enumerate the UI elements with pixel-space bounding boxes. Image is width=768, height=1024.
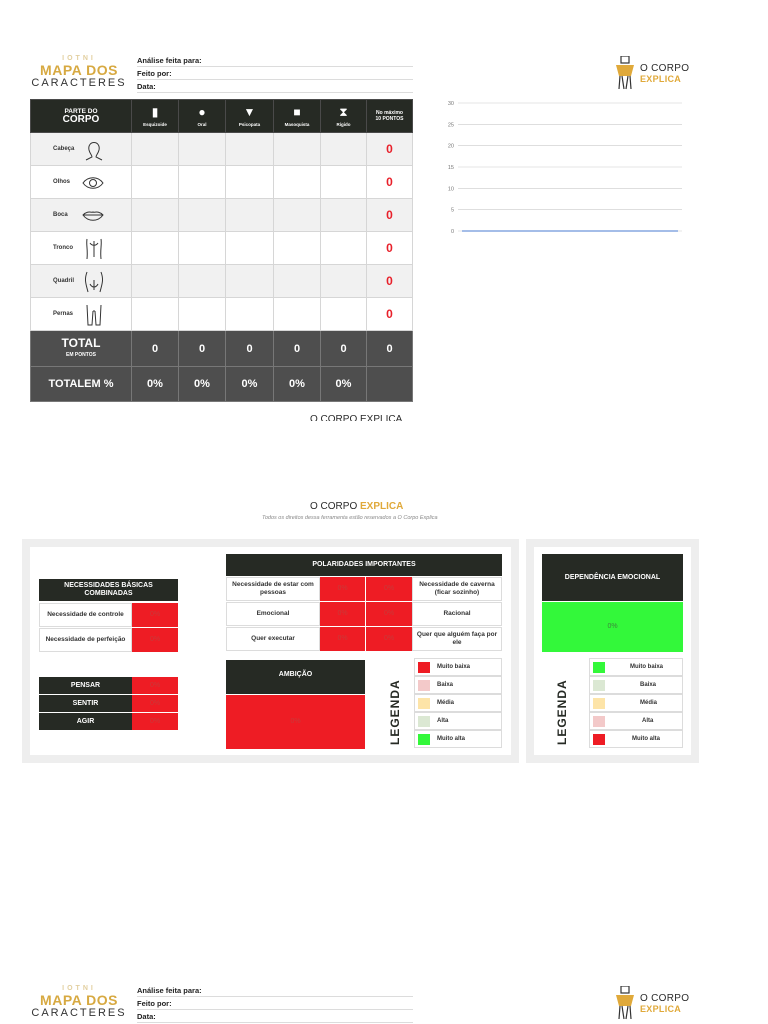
total-label: TOTAL bbox=[48, 378, 85, 390]
head-icon bbox=[83, 138, 105, 162]
polarity-left: Emocional bbox=[226, 602, 320, 626]
psa-value: 0% bbox=[132, 713, 178, 730]
score-cell[interactable] bbox=[226, 166, 274, 199]
total-pct-value: 0% bbox=[179, 367, 226, 402]
score-cell[interactable] bbox=[132, 133, 179, 166]
brand-logo bbox=[614, 984, 694, 1024]
y-tick-label: 15 bbox=[447, 165, 454, 171]
row-part-name: Olhos bbox=[53, 179, 71, 185]
total-point-value: 0 bbox=[321, 331, 367, 367]
part-header bbox=[31, 100, 132, 133]
score-cell[interactable] bbox=[321, 232, 367, 265]
psa-label: AGIR bbox=[39, 713, 132, 730]
col-header-oral bbox=[179, 100, 226, 133]
total-point-value: 0 bbox=[367, 331, 413, 367]
legend-item bbox=[589, 730, 683, 748]
esquizoide-symbol-icon: ▮ bbox=[151, 105, 159, 119]
total-pct-value: 0% bbox=[132, 367, 179, 402]
polarity-value: 0% bbox=[366, 627, 412, 651]
polarity-right: Quer que alguém faça por ele bbox=[412, 627, 502, 651]
field-date[interactable]: Data: bbox=[137, 80, 413, 93]
brand-line-2: EXPLICA bbox=[640, 1004, 682, 1014]
field-analysis-for[interactable]: Análise feita para: bbox=[137, 54, 413, 67]
need-value: 0% bbox=[132, 628, 178, 652]
polarity-value: 0% bbox=[366, 577, 412, 601]
max-header-bottom: 10 PONTOS bbox=[375, 116, 404, 122]
score-cell[interactable] bbox=[274, 265, 321, 298]
legend-item bbox=[589, 658, 683, 676]
row-total: 0 bbox=[367, 298, 413, 331]
page-logo bbox=[310, 502, 403, 512]
need-label: Necessidade de perfeição bbox=[39, 628, 132, 652]
brand-figure-icon bbox=[614, 986, 636, 1020]
legend-label: Alta bbox=[437, 718, 449, 724]
eye-icon bbox=[81, 172, 105, 194]
polarity-value: 0% bbox=[320, 627, 366, 651]
score-cell[interactable] bbox=[321, 199, 367, 232]
part-header-top: PARTE DO bbox=[64, 108, 98, 115]
total-points-label bbox=[31, 331, 132, 367]
score-cell[interactable] bbox=[274, 199, 321, 232]
mapa-logo bbox=[30, 984, 128, 1024]
score-cell[interactable] bbox=[321, 298, 367, 331]
psa-value: 0% bbox=[132, 677, 178, 694]
rights-notice: Todos os direitos dessa ferramenta estão reservados a O Corpo Explica bbox=[262, 515, 438, 521]
y-tick-label: 30 bbox=[447, 101, 454, 107]
legend-item bbox=[414, 730, 502, 748]
score-cell[interactable] bbox=[226, 133, 274, 166]
col-header-esquizoide bbox=[132, 100, 179, 133]
field-analysis-for[interactable]: Análise feita para: bbox=[137, 984, 413, 997]
torso-icon bbox=[83, 237, 105, 261]
table-row bbox=[31, 133, 413, 166]
header-top bbox=[30, 54, 690, 94]
total-point-value: 0 bbox=[132, 331, 179, 367]
score-cell[interactable] bbox=[179, 265, 226, 298]
legend-item bbox=[589, 712, 683, 730]
psa-label: SENTIR bbox=[39, 695, 132, 712]
legend-swatch bbox=[593, 662, 605, 673]
table-row bbox=[31, 199, 413, 232]
polarity-right: Racional bbox=[412, 602, 502, 626]
ambition-value: 0% bbox=[226, 695, 365, 749]
polarity-value: 0% bbox=[320, 577, 366, 601]
total-pct-value: 0% bbox=[274, 367, 321, 402]
score-cell[interactable] bbox=[274, 133, 321, 166]
legend-swatch bbox=[593, 698, 605, 709]
legend-swatch bbox=[418, 680, 430, 691]
dependency-panel-inner bbox=[534, 547, 691, 755]
legend-swatch bbox=[418, 698, 430, 709]
total-points-row bbox=[31, 331, 413, 367]
col-header-rigido bbox=[321, 100, 367, 133]
polarity-left: Quer executar bbox=[226, 627, 320, 651]
brand-logo bbox=[614, 54, 694, 94]
table-row bbox=[31, 232, 413, 265]
character-map-table bbox=[30, 99, 413, 402]
analysis-fields bbox=[137, 54, 413, 93]
score-cell[interactable] bbox=[321, 133, 367, 166]
legend-label: Muito alta bbox=[437, 736, 465, 742]
score-cell[interactable] bbox=[226, 265, 274, 298]
max-header-top: No máximo bbox=[376, 110, 403, 116]
polarity-value: 0% bbox=[366, 602, 412, 626]
legend-label: Baixa bbox=[437, 682, 454, 688]
dependency-title: DEPENDÊNCIA EMOCIONAL bbox=[542, 554, 683, 601]
score-cell[interactable] bbox=[274, 298, 321, 331]
psa-label: PENSAR bbox=[39, 677, 132, 694]
col-label: Oral bbox=[197, 122, 207, 127]
brand-line-1: O CORPO bbox=[640, 993, 690, 1004]
score-cell[interactable] bbox=[179, 166, 226, 199]
legend-label: Muito baixa bbox=[437, 664, 471, 670]
hip-icon bbox=[83, 270, 105, 294]
row-total: 0 bbox=[367, 232, 413, 265]
legend-label: Média bbox=[437, 700, 455, 706]
part-header-bottom: CORPO bbox=[62, 114, 100, 125]
row-total: 0 bbox=[367, 199, 413, 232]
results-chart bbox=[440, 96, 690, 236]
score-cell[interactable] bbox=[226, 199, 274, 232]
legend-swatch bbox=[418, 716, 430, 727]
total-point-value: 0 bbox=[226, 331, 274, 367]
logo-title: MAPA DOS bbox=[40, 992, 118, 1008]
score-cell[interactable] bbox=[132, 199, 179, 232]
col-header-max bbox=[367, 100, 413, 133]
logo-part-a: O CORPO bbox=[310, 502, 361, 512]
logo-mini: IOTNI bbox=[62, 55, 96, 62]
logo-subtitle: CARACTERES bbox=[31, 77, 127, 89]
need-label: Necessidade de controle bbox=[39, 603, 132, 627]
y-tick-label: 25 bbox=[447, 122, 454, 129]
row-part-name: Cabeça bbox=[53, 146, 75, 152]
score-cell[interactable] bbox=[179, 199, 226, 232]
header-bottom bbox=[30, 984, 690, 1024]
psicopata-symbol-icon: ▼ bbox=[243, 105, 256, 119]
legend-title: LEGENDA bbox=[388, 679, 402, 745]
brand-figure-icon bbox=[614, 56, 636, 90]
col-label: Rígido bbox=[336, 122, 351, 127]
col-label: Masoquista bbox=[284, 122, 310, 127]
logo-part-b: EXPLICA bbox=[360, 502, 404, 512]
score-cell[interactable] bbox=[179, 133, 226, 166]
total-sub: EM % bbox=[84, 378, 114, 390]
oral-symbol-icon: ● bbox=[198, 105, 206, 119]
masoquista-symbol-icon: ■ bbox=[293, 105, 301, 119]
score-cell[interactable] bbox=[132, 166, 179, 199]
score-cell[interactable] bbox=[179, 232, 226, 265]
legend-label: Alta bbox=[642, 718, 654, 724]
y-tick-label: 5 bbox=[450, 207, 454, 214]
legend-label: Baixa bbox=[640, 682, 657, 688]
row-label bbox=[31, 133, 132, 166]
need-value: 0% bbox=[132, 603, 178, 627]
score-cell[interactable] bbox=[226, 232, 274, 265]
polarity-left: Necessidade de estar com pessoas bbox=[226, 577, 320, 601]
row-part-name: Pernas bbox=[53, 311, 74, 317]
total-point-value: 0 bbox=[274, 331, 321, 367]
y-tick-label: 0 bbox=[450, 229, 454, 235]
total-pct-empty bbox=[367, 367, 413, 402]
mouth-icon bbox=[81, 205, 105, 227]
y-tick-label: 10 bbox=[447, 186, 454, 193]
logo-mini: IOTNI bbox=[62, 985, 96, 992]
row-total: 0 bbox=[367, 166, 413, 199]
col-header-psicopata bbox=[226, 100, 274, 133]
rigido-symbol-icon: ⧗ bbox=[339, 105, 348, 119]
col-label: Esquizoide bbox=[143, 122, 167, 127]
total-pct-value: 0% bbox=[226, 367, 274, 402]
row-label bbox=[31, 265, 132, 298]
legend-swatch bbox=[593, 734, 605, 745]
field-made-by[interactable]: Feito por: bbox=[137, 997, 413, 1010]
total-sub: EM PONTOS bbox=[66, 351, 96, 358]
row-part-name: Boca bbox=[53, 212, 68, 218]
psa-value: 0% bbox=[132, 695, 178, 712]
score-cell[interactable] bbox=[179, 298, 226, 331]
score-cell[interactable] bbox=[226, 298, 274, 331]
analysis-fields bbox=[137, 984, 413, 1023]
total-pct-value: 0% bbox=[321, 367, 367, 402]
score-cell[interactable] bbox=[274, 232, 321, 265]
col-header-masoquista bbox=[274, 100, 321, 133]
table-row bbox=[31, 298, 413, 331]
table-row bbox=[31, 265, 413, 298]
score-cell[interactable] bbox=[274, 166, 321, 199]
legend-item bbox=[414, 658, 502, 676]
footer-logo-cut: O CORPO EXPLICA bbox=[310, 414, 403, 421]
score-cell[interactable] bbox=[132, 298, 179, 331]
needs-title: NECESSIDADES BÁSICAS COMBINADAS bbox=[39, 579, 178, 601]
brand-line-1: O CORPO bbox=[640, 63, 690, 74]
legend-item bbox=[589, 694, 683, 712]
logo-title: MAPA DOS bbox=[40, 62, 118, 78]
analysis-panel bbox=[22, 539, 519, 763]
total-point-value: 0 bbox=[179, 331, 226, 367]
score-cell[interactable] bbox=[132, 232, 179, 265]
row-part-name: Tronco bbox=[53, 245, 74, 251]
legend-label: Média bbox=[640, 700, 658, 706]
legend-item bbox=[414, 676, 502, 694]
legend-label: Muito alta bbox=[632, 736, 660, 742]
row-label bbox=[31, 232, 132, 265]
ambition-title: AMBIÇÃO bbox=[226, 660, 365, 694]
y-tick-label: 20 bbox=[447, 143, 454, 150]
score-cell[interactable] bbox=[321, 166, 367, 199]
legend-title: LEGENDA bbox=[555, 679, 569, 745]
brand-line-2: EXPLICA bbox=[640, 74, 682, 84]
mapa-logo bbox=[30, 54, 128, 94]
legend-swatch bbox=[418, 662, 430, 673]
legs-icon bbox=[83, 303, 105, 327]
row-total: 0 bbox=[367, 133, 413, 166]
legend-swatch bbox=[593, 680, 605, 691]
polarity-right: Necessidade de caverna (ficar sozinho) bbox=[412, 577, 502, 601]
legend-swatch bbox=[593, 716, 605, 727]
total-label: TOTAL bbox=[61, 335, 101, 350]
legend-label: Muito baixa bbox=[630, 664, 664, 670]
dependency-panel bbox=[526, 539, 699, 763]
row-total: 0 bbox=[367, 265, 413, 298]
total-pct-row bbox=[31, 367, 413, 402]
row-part-name: Quadril bbox=[53, 278, 75, 284]
legend-item bbox=[414, 712, 502, 730]
row-label bbox=[31, 298, 132, 331]
legend-item bbox=[414, 694, 502, 712]
score-cell[interactable] bbox=[132, 265, 179, 298]
legend-swatch bbox=[418, 734, 430, 745]
polarity-value: 0% bbox=[320, 602, 366, 626]
row-label bbox=[31, 166, 132, 199]
col-label: Psicopata bbox=[238, 122, 261, 127]
analysis-panel-inner bbox=[30, 547, 511, 755]
legend-item bbox=[589, 676, 683, 694]
logo-subtitle: CARACTERES bbox=[31, 1007, 127, 1019]
table-header-row bbox=[31, 100, 413, 133]
table-row bbox=[31, 166, 413, 199]
polarities-title: POLARIDADES IMPORTANTES bbox=[226, 554, 502, 576]
field-date[interactable]: Data: bbox=[137, 1010, 413, 1023]
dependency-value: 0% bbox=[542, 602, 683, 652]
field-made-by[interactable]: Feito por: bbox=[137, 67, 413, 80]
row-label bbox=[31, 199, 132, 232]
total-pct-label bbox=[31, 367, 132, 402]
score-cell[interactable] bbox=[321, 265, 367, 298]
